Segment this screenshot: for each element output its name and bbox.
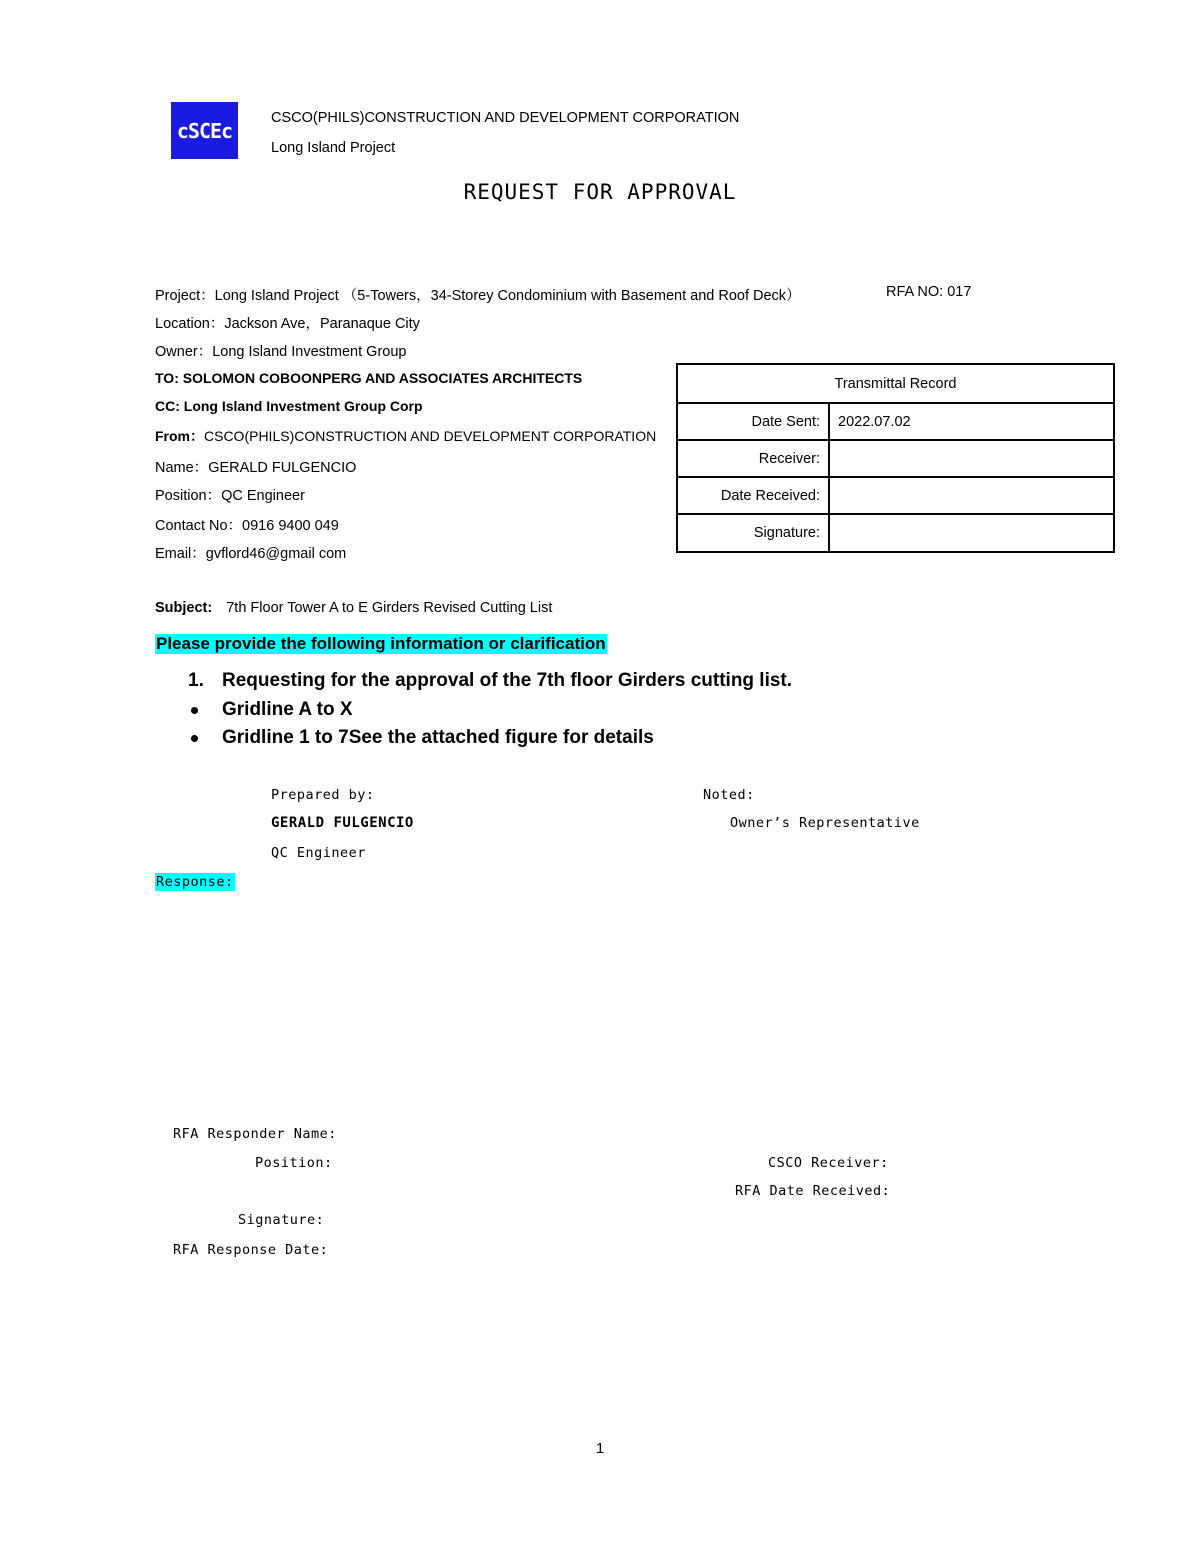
project-line [155,284,801,305]
owner-value: Long Island Investment Group [212,344,407,360]
transmittal-header: Transmittal Record [677,364,1114,403]
owner-line [155,340,406,361]
date-received-label: Date Received: [677,477,829,514]
date-received-value [829,477,1114,514]
signature-value [829,514,1114,552]
cc-line: CC: Long Island Investment Group Corp [155,398,423,414]
from-value: CSCO(PHILS)CONSTRUCTION AND DEVELOPMENT CORPORATION [204,428,657,444]
position-value: QC Engineer [221,488,305,504]
table-row [677,514,1114,552]
noted-role: Owner’s Representative [730,815,920,831]
bullet-icon [191,707,198,714]
name-value: GERALD FULGENCIO [208,460,357,476]
location-label: Location： [155,316,225,332]
response-date-label: RFA Response Date: [173,1242,329,1258]
page-number: 1 [595,1440,605,1457]
table-row [677,440,1114,477]
responder-position-label: Position: [255,1155,333,1171]
location-value: Jackson Ave，Paranaque City [224,316,420,332]
responder-name-label: RFA Responder Name: [173,1126,337,1142]
from-label: From： [155,428,204,444]
name-line [155,456,356,477]
contact-label: Contact No： [155,518,243,534]
transmittal-header-row [677,364,1114,403]
project-value: Long Island Project （5-Towers，34-Storey Condominium with Basement and Roof Deck） [214,288,801,304]
rfa-date-received-label: RFA Date Received: [735,1183,891,1199]
table-row [677,403,1114,440]
email-label: Email： [155,546,206,562]
list-item-number: 1. [188,670,204,691]
email-line [155,542,346,563]
location-line [155,312,420,333]
prepared-by-name: GERALD FULGENCIO [271,815,414,831]
receiver-value [829,440,1114,477]
signature-label: Signature: [677,514,829,552]
request-heading: Please provide the following information or clarification [156,634,606,653]
response-label: Response: [156,874,234,890]
bullet-icon [191,735,198,742]
position-line [155,484,305,505]
email-value: gvflord46@gmail com [205,546,347,562]
transmittal-record-table [676,363,1115,553]
project-label: Project： [155,288,215,304]
responder-signature-label: Signature: [238,1212,325,1228]
prepared-by-role: QC Engineer [271,845,366,861]
date-sent-value: 2022.07.02 [829,403,1114,440]
to-line: TO: SOLOMON COBOONPERG AND ASSOCIATES ARCHITECTS [155,370,583,386]
list-item: Requesting for the approval of the 7th floor Girders cutting list. [222,670,793,691]
prepared-by-label: Prepared by: [271,787,375,803]
project-name: Long Island Project [271,140,396,156]
list-item: Gridline 1 to 7See the attached figure for details [222,727,654,748]
csco-receiver-label: CSCO Receiver: [768,1155,889,1171]
subject-value: 7th Floor Tower A to E Girders Revised Cutting List [226,600,553,616]
rfa-number: RFA NO: 017 [886,284,972,300]
date-sent-label: Date Sent: [677,403,829,440]
list-item: Gridline A to X [222,699,353,720]
subject-label: Subject: [155,600,213,616]
owner-label: Owner： [155,344,213,360]
name-label: Name： [155,460,209,476]
position-label: Position： [155,488,222,504]
document-title: REQUEST FOR APPROVAL [463,180,737,204]
logo-text: cSCEc [176,118,233,143]
contact-value: 0916 9400 049 [242,518,339,534]
table-row [677,477,1114,514]
receiver-label: Receiver: [677,440,829,477]
subject-line [155,600,552,616]
company-name: CSCO(PHILS)CONSTRUCTION AND DEVELOPMENT CORPORATION [271,110,740,126]
contact-line [155,514,339,535]
from-line [155,426,656,446]
noted-label: Noted: [703,787,755,803]
company-logo [171,102,238,159]
